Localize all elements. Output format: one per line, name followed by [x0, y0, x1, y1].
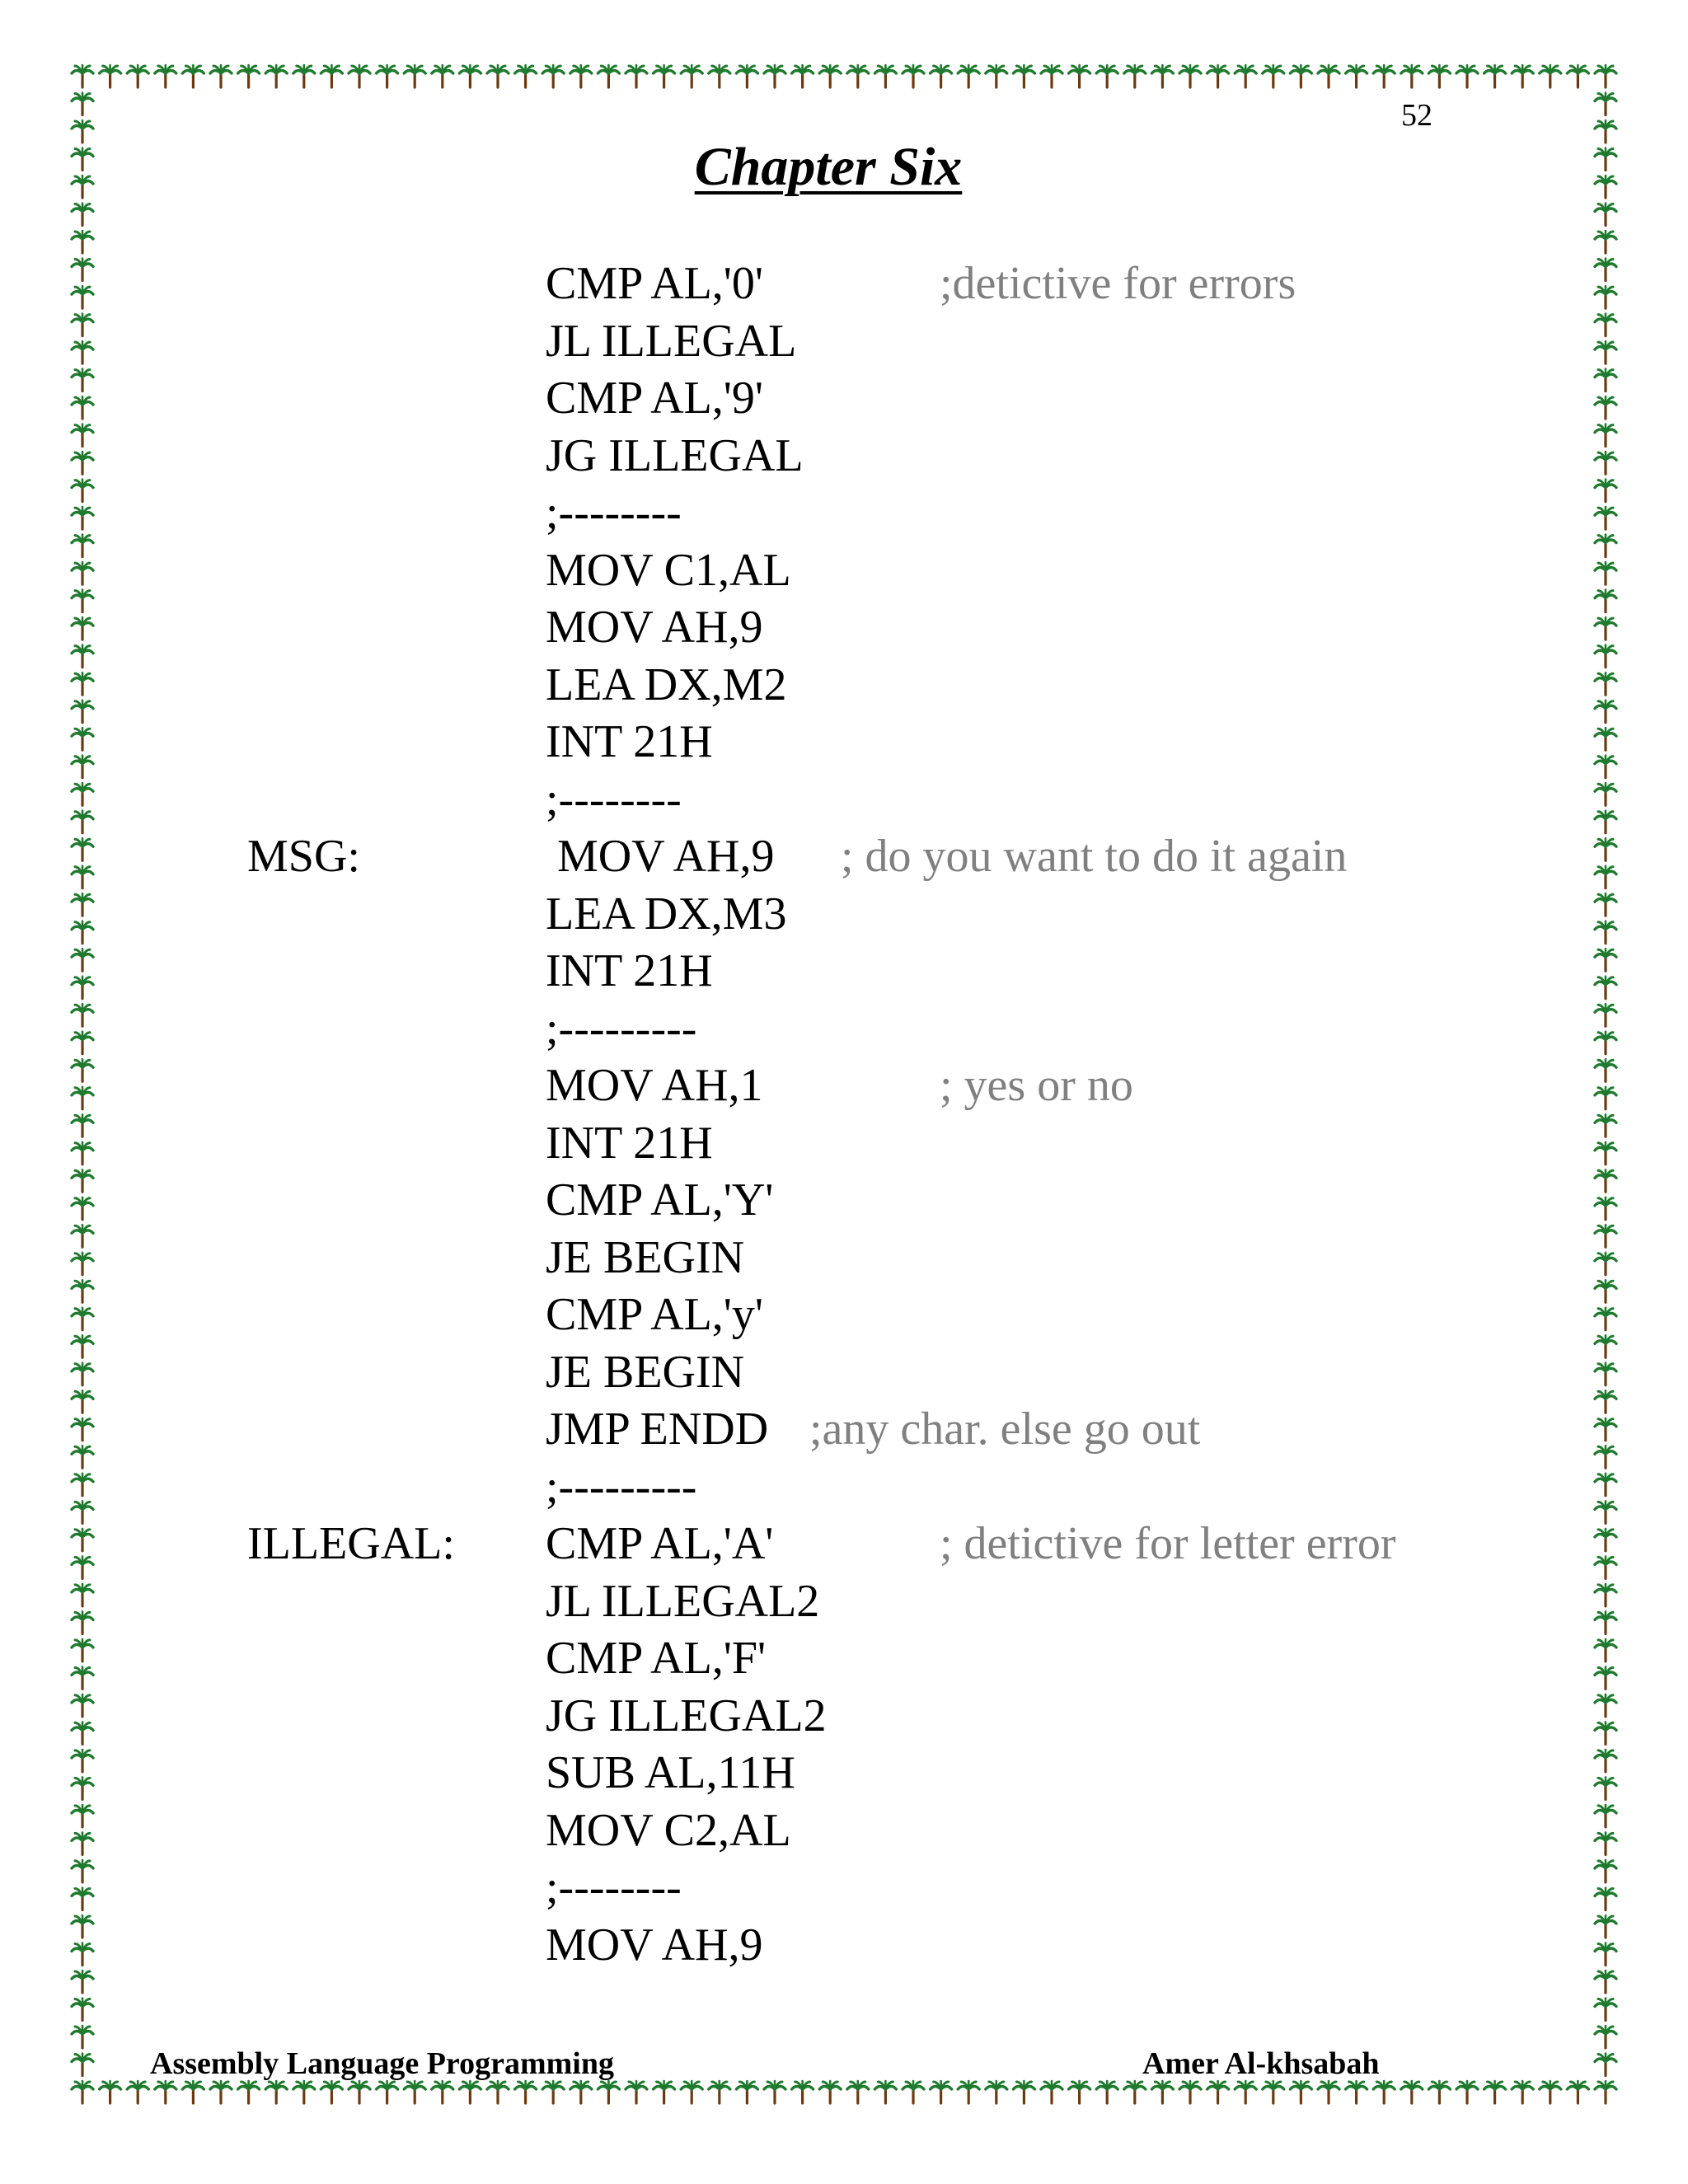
- footer-book-title: Assembly Language Programming: [150, 2046, 614, 2081]
- code-line: [0, 943, 1688, 1001]
- palm-tree-icon: [1373, 2081, 1395, 2103]
- palm-tree-icon: [210, 65, 232, 87]
- palm-tree-icon: [1235, 65, 1256, 87]
- palm-tree-icon: [986, 65, 1007, 87]
- palm-tree-icon: [1595, 2054, 1616, 2076]
- palm-tree-icon: [1013, 65, 1034, 87]
- palm-tree-icon: [1456, 65, 1478, 87]
- palm-tree-icon: [1069, 2081, 1090, 2103]
- code-instruction: JL ILLEGAL: [546, 315, 797, 367]
- footer-author: Amer Al-khsabah: [1142, 2046, 1380, 2081]
- code-line: [0, 1172, 1688, 1230]
- palm-tree-icon: [1041, 65, 1062, 87]
- code-line: [0, 1401, 1688, 1459]
- palm-tree-icon: [459, 2081, 481, 2103]
- palm-tree-icon: [709, 65, 730, 87]
- code-line: [0, 1115, 1688, 1173]
- code-label: MSG:: [247, 831, 360, 882]
- code-instruction: ;--------: [546, 1862, 682, 1913]
- palm-tree-icon: [542, 2081, 564, 2103]
- palm-tree-icon: [377, 65, 398, 87]
- code-line: [0, 1802, 1688, 1860]
- palm-tree-icon: [1540, 65, 1561, 87]
- palm-tree-icon: [321, 65, 342, 87]
- palm-tree-icon: [515, 65, 537, 87]
- code-line: [0, 1230, 1688, 1287]
- code-instruction: CMP AL,'Y': [546, 1174, 774, 1226]
- palm-tree-icon: [1346, 2081, 1367, 2103]
- palm-tree-icon: [155, 2081, 176, 2103]
- palm-tree-icon: [349, 65, 370, 87]
- code-line: [0, 1630, 1688, 1688]
- page-number: 52: [1401, 98, 1432, 133]
- palm-tree-icon: [265, 2081, 287, 2103]
- code-instruction: CMP AL,'0': [546, 258, 763, 309]
- palm-tree-icon: [847, 65, 869, 87]
- code-instruction: JL ILLEGAL2: [546, 1575, 820, 1627]
- palm-tree-icon: [709, 2081, 730, 2103]
- palm-tree-icon: [1595, 204, 1616, 226]
- code-label: ILLEGAL:: [247, 1518, 455, 1569]
- palm-tree-icon: [1346, 65, 1367, 87]
- palm-tree-icon: [1069, 65, 1090, 87]
- palm-tree-icon: [72, 2081, 93, 2103]
- code-line: [0, 828, 1688, 886]
- palm-tree-icon: [598, 2081, 619, 2103]
- code-instruction: CMP AL,'A': [546, 1518, 774, 1569]
- palm-tree-icon: [182, 65, 204, 87]
- code-listing: [0, 255, 1688, 1974]
- palm-tree-icon: [1512, 2081, 1533, 2103]
- code-instruction: MOV AH,9: [546, 831, 775, 882]
- code-line: [0, 599, 1688, 657]
- code-instruction: MOV AH,9: [546, 602, 763, 653]
- code-line: [0, 1859, 1688, 1917]
- palm-tree-icon: [1179, 65, 1201, 87]
- palm-tree-icon: [72, 231, 93, 253]
- palm-tree-icon: [265, 65, 287, 87]
- code-instruction: LEA DX,M3: [546, 888, 787, 940]
- code-line: [0, 370, 1688, 428]
- palm-tree-icon: [238, 2081, 260, 2103]
- palm-tree-icon: [487, 65, 509, 87]
- palm-tree-icon: [72, 204, 93, 226]
- palm-tree-icon: [626, 65, 647, 87]
- palm-tree-icon: [1263, 2081, 1284, 2103]
- palm-tree-icon: [654, 65, 675, 87]
- code-line: [0, 255, 1688, 313]
- code-instruction: ;---------: [546, 1460, 697, 1512]
- code-instruction: MOV AH,9: [546, 1919, 763, 1971]
- palm-tree-icon: [764, 65, 785, 87]
- code-instruction: JG ILLEGAL: [546, 429, 804, 481]
- palm-tree-icon: [1401, 65, 1423, 87]
- palm-tree-icon: [487, 2081, 509, 2103]
- code-instruction: MOV C1,AL: [546, 544, 791, 596]
- palm-tree-icon: [1179, 2081, 1201, 2103]
- palm-tree-icon: [1401, 2081, 1423, 2103]
- palm-tree-icon: [1456, 2081, 1478, 2103]
- palm-tree-icon: [1595, 2081, 1616, 2103]
- palm-tree-icon: [1428, 2081, 1450, 2103]
- code-line: [0, 1917, 1688, 1975]
- palm-tree-icon: [736, 65, 757, 87]
- code-instruction: MOV C2,AL: [546, 1804, 791, 1856]
- palm-tree-icon: [72, 1999, 93, 2021]
- palm-tree-icon: [874, 2081, 896, 2103]
- code-comment: ;any char. else go out: [809, 1404, 1201, 1455]
- palm-tree-icon: [377, 2081, 398, 2103]
- palm-tree-icon: [72, 65, 93, 87]
- code-line: [0, 1344, 1688, 1402]
- code-instruction: ;---------: [546, 1002, 697, 1054]
- palm-tree-icon: [100, 65, 121, 87]
- palm-tree-icon: [127, 2081, 148, 2103]
- code-instruction: CMP AL,'y': [546, 1289, 763, 1340]
- palm-tree-icon: [570, 65, 592, 87]
- palm-tree-icon: [1290, 2081, 1311, 2103]
- palm-tree-icon: [432, 2081, 453, 2103]
- code-instruction: CMP AL,'9': [546, 373, 763, 424]
- palm-tree-icon: [792, 65, 814, 87]
- palm-tree-icon: [1484, 65, 1506, 87]
- code-line: [0, 428, 1688, 485]
- palm-tree-icon: [986, 2081, 1007, 2103]
- palm-tree-icon: [515, 2081, 537, 2103]
- palm-tree-icon: [404, 65, 425, 87]
- palm-tree-icon: [321, 2081, 342, 2103]
- palm-tree-icon: [819, 2081, 841, 2103]
- code-instruction: JMP ENDD: [546, 1404, 769, 1455]
- code-comment: ; detictive for letter error: [940, 1518, 1396, 1569]
- palm-tree-icon: [72, 2026, 93, 2048]
- palm-tree-icon: [210, 2081, 232, 2103]
- code-instruction: INT 21H: [546, 716, 713, 767]
- palm-tree-icon: [72, 1971, 93, 1993]
- palm-tree-icon: [432, 65, 453, 87]
- code-comment: ;detictive for errors: [940, 258, 1296, 309]
- palm-tree-icon: [100, 2081, 121, 2103]
- palm-tree-icon: [1595, 2026, 1616, 2048]
- code-line: [0, 1516, 1688, 1573]
- palm-tree-icon: [1540, 2081, 1561, 2103]
- palm-tree-icon: [626, 2081, 647, 2103]
- palm-tree-icon: [1567, 65, 1588, 87]
- palm-tree-icon: [654, 2081, 675, 2103]
- palm-tree-icon: [72, 2054, 93, 2076]
- palm-tree-icon: [1263, 65, 1284, 87]
- code-instruction: INT 21H: [546, 945, 713, 996]
- palm-tree-icon: [1013, 2081, 1034, 2103]
- code-line: [0, 313, 1688, 371]
- code-line: [0, 485, 1688, 542]
- palm-tree-icon: [874, 65, 896, 87]
- code-instruction: JE BEGIN: [546, 1346, 745, 1398]
- palm-tree-icon: [681, 65, 702, 87]
- palm-tree-icon: [903, 2081, 924, 2103]
- palm-tree-icon: [72, 93, 93, 115]
- code-comment: ; do you want to do it again: [841, 831, 1348, 882]
- code-line: [0, 1459, 1688, 1516]
- palm-tree-icon: [1318, 65, 1339, 87]
- palm-tree-icon: [1096, 65, 1118, 87]
- chapter-title: Chapter Six: [694, 137, 963, 197]
- palm-tree-icon: [1290, 65, 1311, 87]
- palm-tree-icon: [736, 2081, 757, 2103]
- palm-tree-icon: [958, 2081, 979, 2103]
- palm-tree-icon: [1595, 1999, 1616, 2021]
- palm-tree-icon: [155, 65, 176, 87]
- palm-tree-icon: [542, 65, 564, 87]
- palm-tree-icon: [1484, 2081, 1506, 2103]
- palm-tree-icon: [931, 2081, 952, 2103]
- palm-tree-icon: [598, 65, 619, 87]
- palm-tree-icon: [182, 2081, 204, 2103]
- code-line: [0, 886, 1688, 944]
- palm-tree-icon: [903, 65, 924, 87]
- palm-tree-icon: [1512, 65, 1533, 87]
- code-instruction: SUB AL,11H: [546, 1747, 795, 1798]
- palm-tree-icon: [1151, 2081, 1173, 2103]
- code-instruction: ;--------: [546, 773, 682, 825]
- code-line: [0, 1001, 1688, 1058]
- palm-tree-icon: [1595, 231, 1616, 253]
- palm-tree-icon: [1124, 65, 1146, 87]
- code-line: [0, 771, 1688, 829]
- palm-tree-icon: [1595, 1971, 1616, 1993]
- palm-tree-icon: [570, 2081, 592, 2103]
- palm-tree-icon: [764, 2081, 785, 2103]
- code-instruction: INT 21H: [546, 1117, 713, 1169]
- palm-tree-icon: [1373, 65, 1395, 87]
- palm-tree-icon: [1567, 2081, 1588, 2103]
- palm-tree-icon: [293, 2081, 315, 2103]
- palm-tree-icon: [1595, 65, 1616, 87]
- code-line: [0, 1688, 1688, 1746]
- palm-tree-icon: [1595, 93, 1616, 115]
- palm-tree-icon: [1235, 2081, 1256, 2103]
- palm-tree-icon: [931, 65, 952, 87]
- palm-tree-icon: [1207, 2081, 1229, 2103]
- palm-tree-icon: [1207, 65, 1229, 87]
- palm-tree-icon: [819, 65, 841, 87]
- palm-tree-icon: [681, 2081, 702, 2103]
- palm-tree-icon: [847, 2081, 869, 2103]
- palm-tree-icon: [459, 65, 481, 87]
- palm-tree-icon: [404, 2081, 425, 2103]
- palm-tree-icon: [127, 65, 148, 87]
- palm-tree-icon: [792, 2081, 814, 2103]
- palm-tree-icon: [1428, 65, 1450, 87]
- code-instruction: JG ILLEGAL2: [546, 1690, 827, 1741]
- palm-tree-icon: [1318, 2081, 1339, 2103]
- code-line: [0, 714, 1688, 771]
- code-line: [0, 1057, 1688, 1115]
- code-line: [0, 657, 1688, 715]
- code-instruction: ;--------: [546, 487, 682, 538]
- code-line: [0, 1573, 1688, 1631]
- palm-tree-icon: [293, 65, 315, 87]
- code-line: [0, 1286, 1688, 1344]
- code-instruction: LEA DX,M2: [546, 658, 787, 710]
- palm-tree-icon: [1124, 2081, 1146, 2103]
- code-line: [0, 542, 1688, 600]
- palm-tree-icon: [1096, 2081, 1118, 2103]
- code-comment: ; yes or no: [940, 1060, 1133, 1111]
- palm-tree-icon: [1151, 65, 1173, 87]
- palm-tree-icon: [238, 65, 260, 87]
- code-instruction: JE BEGIN: [546, 1231, 745, 1283]
- palm-tree-icon: [349, 2081, 370, 2103]
- code-line: [0, 1745, 1688, 1802]
- code-instruction: MOV AH,1: [546, 1060, 763, 1111]
- palm-tree-icon: [1041, 2081, 1062, 2103]
- palm-tree-icon: [958, 65, 979, 87]
- code-instruction: CMP AL,'F': [546, 1633, 767, 1684]
